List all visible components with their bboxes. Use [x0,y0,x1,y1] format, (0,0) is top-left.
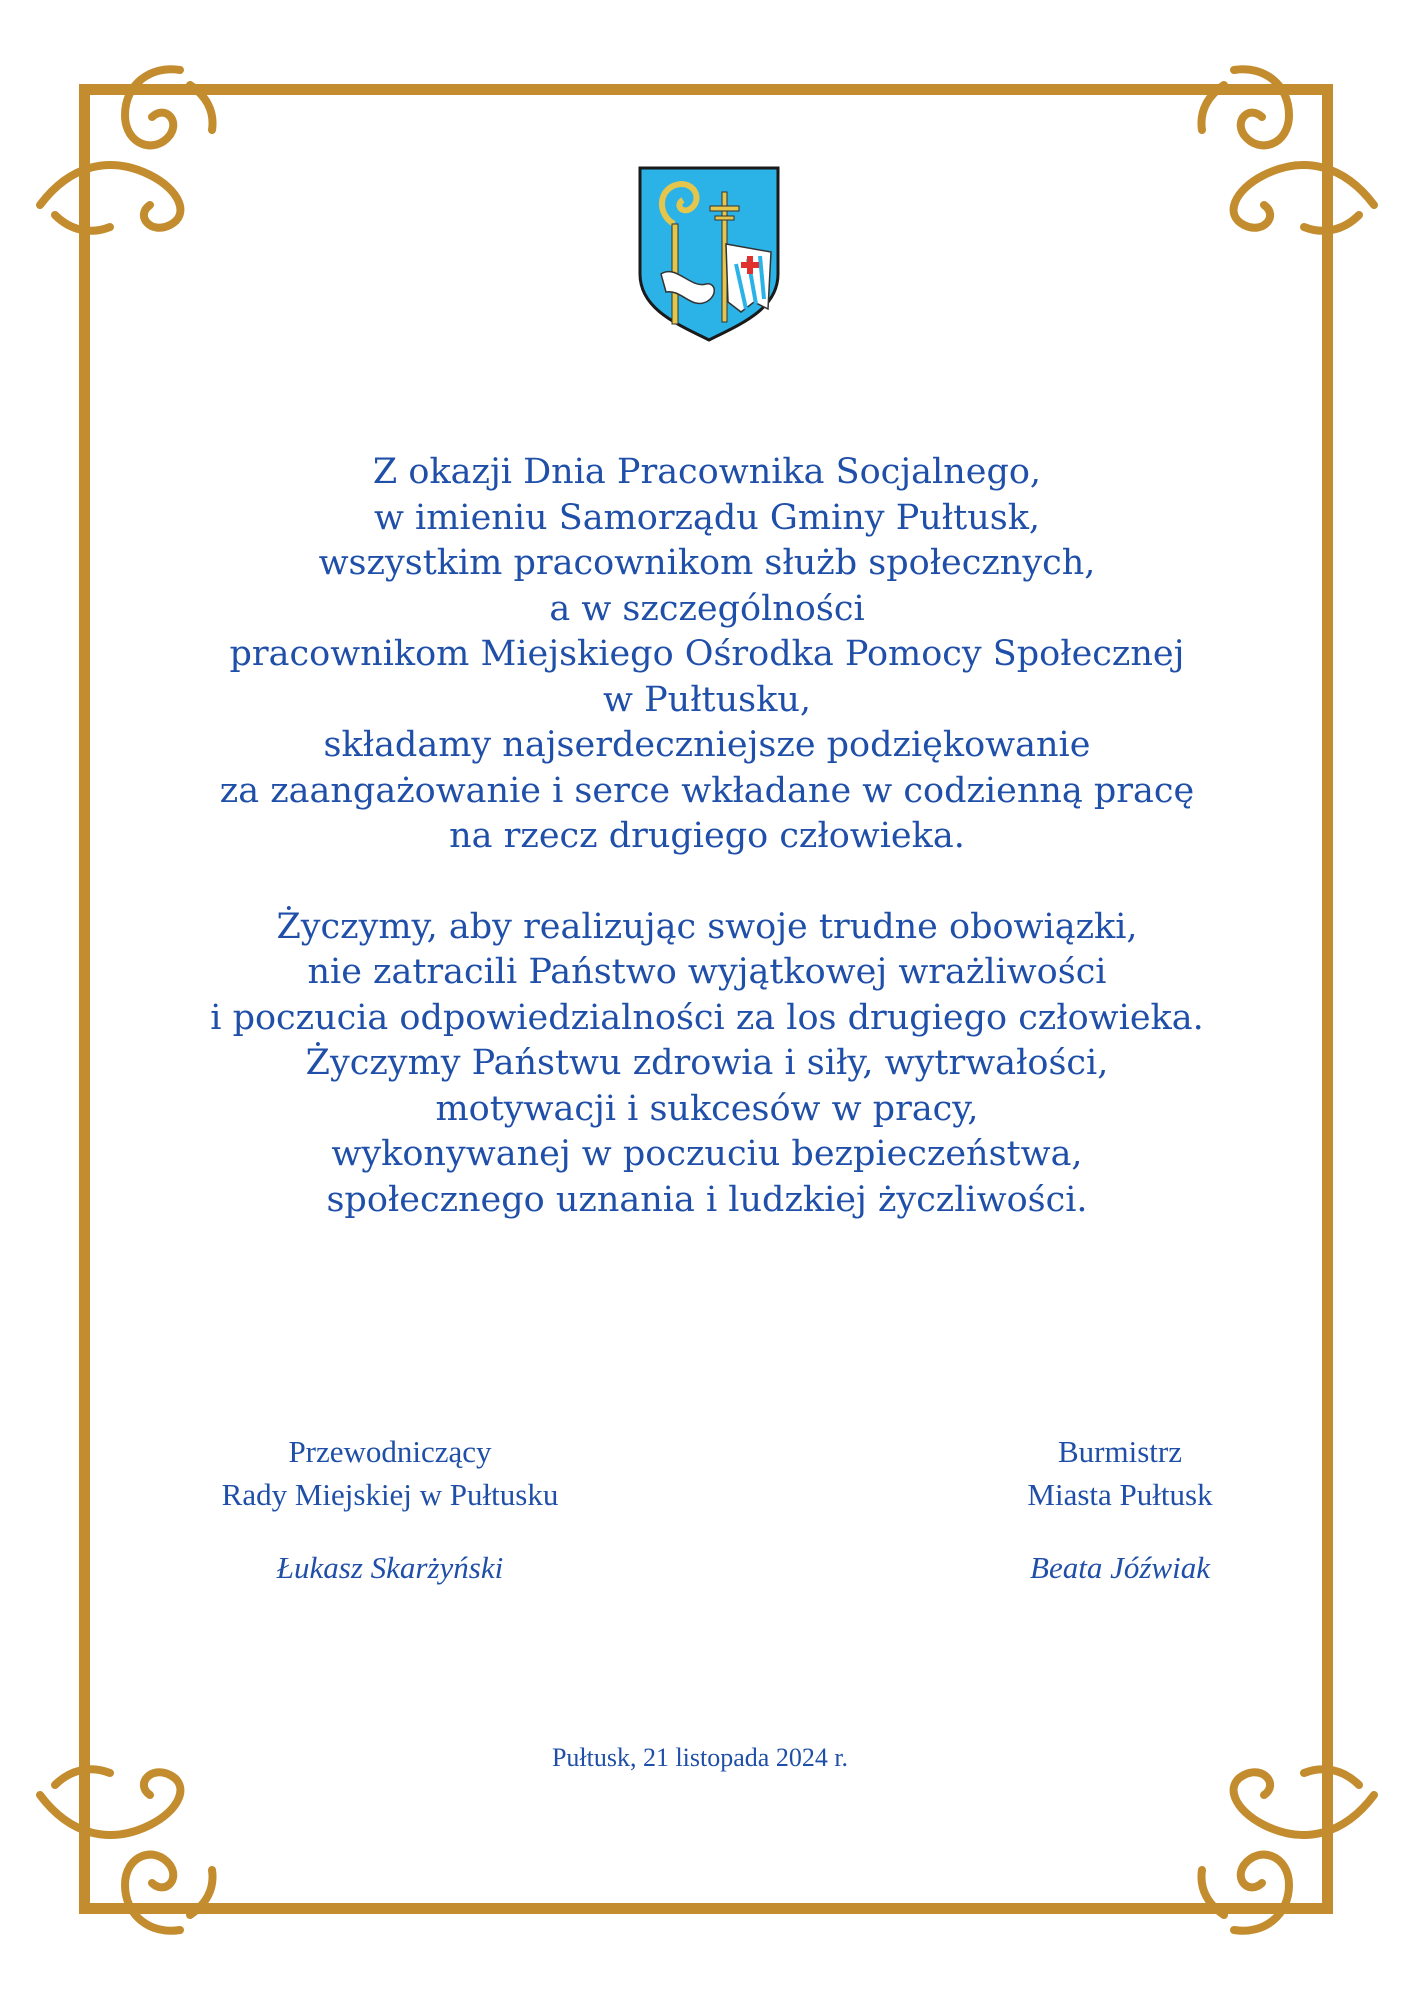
greeting-line: Z okazji Dnia Pracownika Socjalnego, [372,452,1042,492]
corner-flourish-icon [30,55,250,255]
greeting-line: pracownikom Miejskiego Ośrodka Pomocy Społecznej [229,634,1185,674]
place-and-date: Pułtusk, 21 listopada 2024 r. [551,1743,849,1772]
corner-flourish-icon [30,1745,250,1945]
greeting-line: za zaangażowanie i serce wkładane w codzienną pracę [219,770,1195,811]
signature-title: Burmistrz [1058,1434,1182,1469]
signature-title: Rady Miejskiej w Pułtusku [221,1477,559,1512]
greeting-line: składamy najserdeczniejsze podziękowanie [323,725,1091,765]
wishes-line: motywacji i sukcesów w pracy, [435,1088,979,1129]
paragraph-spacer [120,860,1294,905]
wishes-line: nie zatracili Państwo wyjątkowej wrażliwości [307,952,1107,992]
wishes-line: wykonywanej w poczuciu bezpieczeństwa, [331,1134,1083,1174]
signature-title: Miasta Pułtusk [1027,1477,1213,1512]
signature-name: Beata Jóźwiak [1030,1550,1210,1585]
signature-mayor [900,1430,1340,1589]
signature-name: Łukasz Skarżyński [276,1550,504,1585]
greeting-text [120,450,1294,1223]
corner-flourish-icon [1164,55,1384,255]
signature-council-chairman [150,1430,630,1589]
greeting-line: w Pułtusku, [603,679,811,720]
wishes-line: społecznego uznania i ludzkiej życzliwości. [326,1179,1088,1220]
greeting-line: w imieniu Samorządu Gminy Pułtusk, [373,497,1041,538]
greeting-line: a w szczególności [549,588,865,629]
coat-of-arms-icon [636,164,782,344]
wishes-line: i poczucia odpowiedzialności za los drugiego człowieka. [210,997,1204,1038]
corner-flourish-icon [1164,1745,1384,1945]
greeting-line: na rzecz drugiego człowieka. [449,816,965,856]
greeting-line: wszystkim pracownikom służb społecznych, [318,543,1096,583]
wishes-line: Życzymy Państwu zdrowia i siły, wytrwałości, [305,1043,1109,1083]
signature-title: Przewodniczący [288,1434,492,1469]
wishes-line: Życzymy, aby realizując swoje trudne obowiązki, [276,906,1138,947]
